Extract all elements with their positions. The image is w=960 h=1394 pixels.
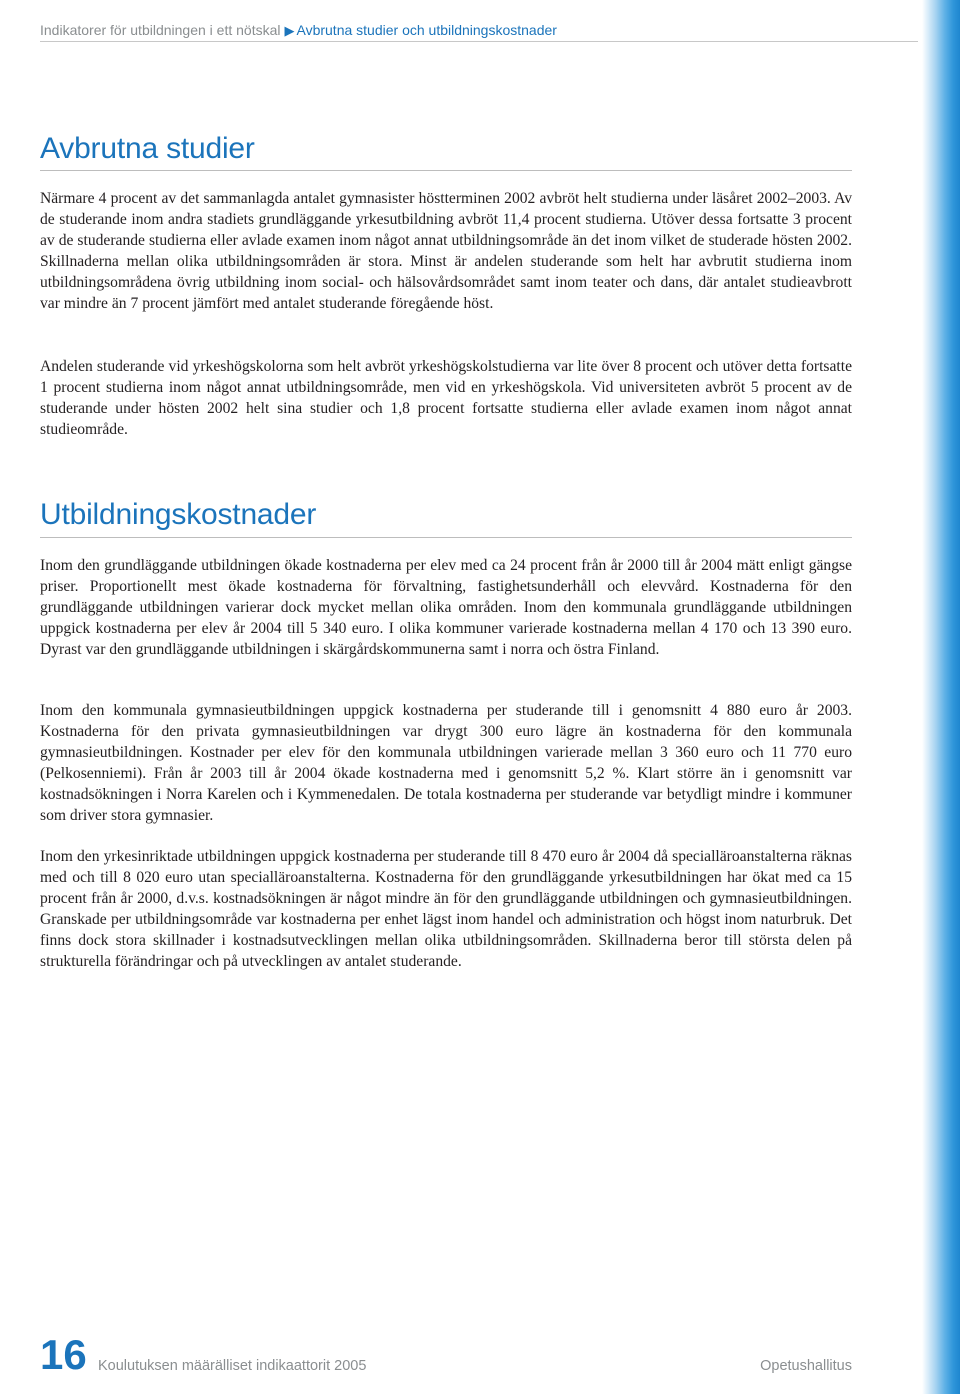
section-title-utbildningskostnader: Utbildningskostnader [40, 498, 317, 531]
publisher-name: Opetushallitus [760, 1358, 852, 1374]
side-decoration-bar [922, 0, 960, 1394]
body-paragraph: Närmare 4 procent av det sammanlagda antalet gymnasister höstterminen 2002 avbröt helt studierna under läsåret 2002–2003. Av de studerande inom andra stadiets grundläggande yrkesutbildning avbröt 11,4 procent studierna. Utöver dessa fortsatte 3 procent av de studerande studierna eller avlade examen inom något annat utbildningsområde än det inom vilket de studerade hösten 2002. Skillnaderna mellan olika utbildningsområden är stora. Minst är andelen studerande som helt har avbrutit studierna inom utbildningsområdena övrig utbildning inom social- och hälsovårdsområdet samt inom teater och dans, där antalet studieavbrott var mindre än 7 procent jämfört med antalet studerande föregående höst. [40, 190, 852, 312]
body-paragraph: Inom den kommunala gymnasieutbildningen uppgick kostnaderna per studerande till i genomsnitt 4 880 euro år 2003. Kostnaderna för den privata gymnasieutbildningen var drygt 300 euro lägre än kostnaderna för den kommunala gymnasieutbildningen. Kostnader per elev för den kommunala utbildningen varierade mellan 3 360 euro och 11 770 euro (Pelkosenniemi). Från år 2003 till år 2004 ökade kostnaderna med i genomsnitt 5,2 %. Klart större än i genomsnitt var kostnadsökningen i Norra Karelen och i Kymmenedalen. De totala kostnaderna per studerande var betydligt mindre i kommuner som driver stora gymnasier. [40, 702, 852, 824]
body-paragraph: Andelen studerande vid yrkeshögskolorna som helt avbröt yrkeshögskolstudierna var lite över 8 procent och utöver detta fortsatte 1 procent studierna inom något annat utbildningsområde, men vid en yrkeshögskola. Vid universiteten avbröt 5 procent av de studerande under hösten 2002 helt sina studier och 1,8 procent fortsatte studierna eller avlade examen inom något annat studieområde. [40, 358, 852, 438]
section-title-divider [40, 537, 852, 538]
breadcrumb-current: Avbrutna studier och utbildningskostnader [296, 22, 557, 38]
section-title-avbrutna-studier: Avbrutna studier [40, 132, 255, 165]
right-triangle-icon: ▶ [284, 23, 295, 38]
body-paragraph: Inom den grundläggande utbildningen ökade kostnaderna per elev med ca 24 procent från år 2000 till år 2004 mätt enligt gängse priser. Proportionellt mest ökade kostnaderna för förvaltning, fastighetsunderhåll och elevvård. Kostnaderna för den grundläggande utbildningen varierar dock mycket mellan olika områden. Inom den kommunala grundläggande utbildningen uppgick kostnaderna per elev år 2004 till 5 340 euro. I olika kommuner varierade kostnaderna mellan 4 170 och 13 390 euro. Dyrast var den grundläggande utbildningen i skärgårdskommunerna samt i norra och östra Finland. [40, 557, 852, 658]
page-number: 16 [40, 1331, 87, 1378]
breadcrumb [40, 20, 557, 41]
section-title-divider [40, 170, 852, 171]
breadcrumb-section[interactable]: Indikatorer för utbildningen i ett nötskal [40, 22, 281, 38]
body-paragraph: Inom den yrkesinriktade utbildningen uppgick kostnaderna per studerande till 8 470 euro år 2004 då specialläroanstalterna räknas med och till 8 020 euro utan specialläroanstalterna. Kostnaderna för den grundläggande yrkesutbildningen har ökat med ca 15 procent från år 2000, d.v.s. kostnadsökningen är något mindre än för den grundläggande utbildningen och gymnasieutbildningen. Granskade per utbildningsområde var kostnaderna per enhet lägst inom handel och administration och högst inom naturbruk. Det finns dock stora skillnader i kostnadsutvecklingen mellan olika utbildningsområden. Skillnaderna beror till största delen på strukturella förändringar och på utvecklingen av antalet studerande. [40, 848, 852, 970]
publication-title: Koulutuksen määrälliset indikaattorit 2005 [98, 1358, 367, 1374]
header-divider [40, 41, 918, 42]
